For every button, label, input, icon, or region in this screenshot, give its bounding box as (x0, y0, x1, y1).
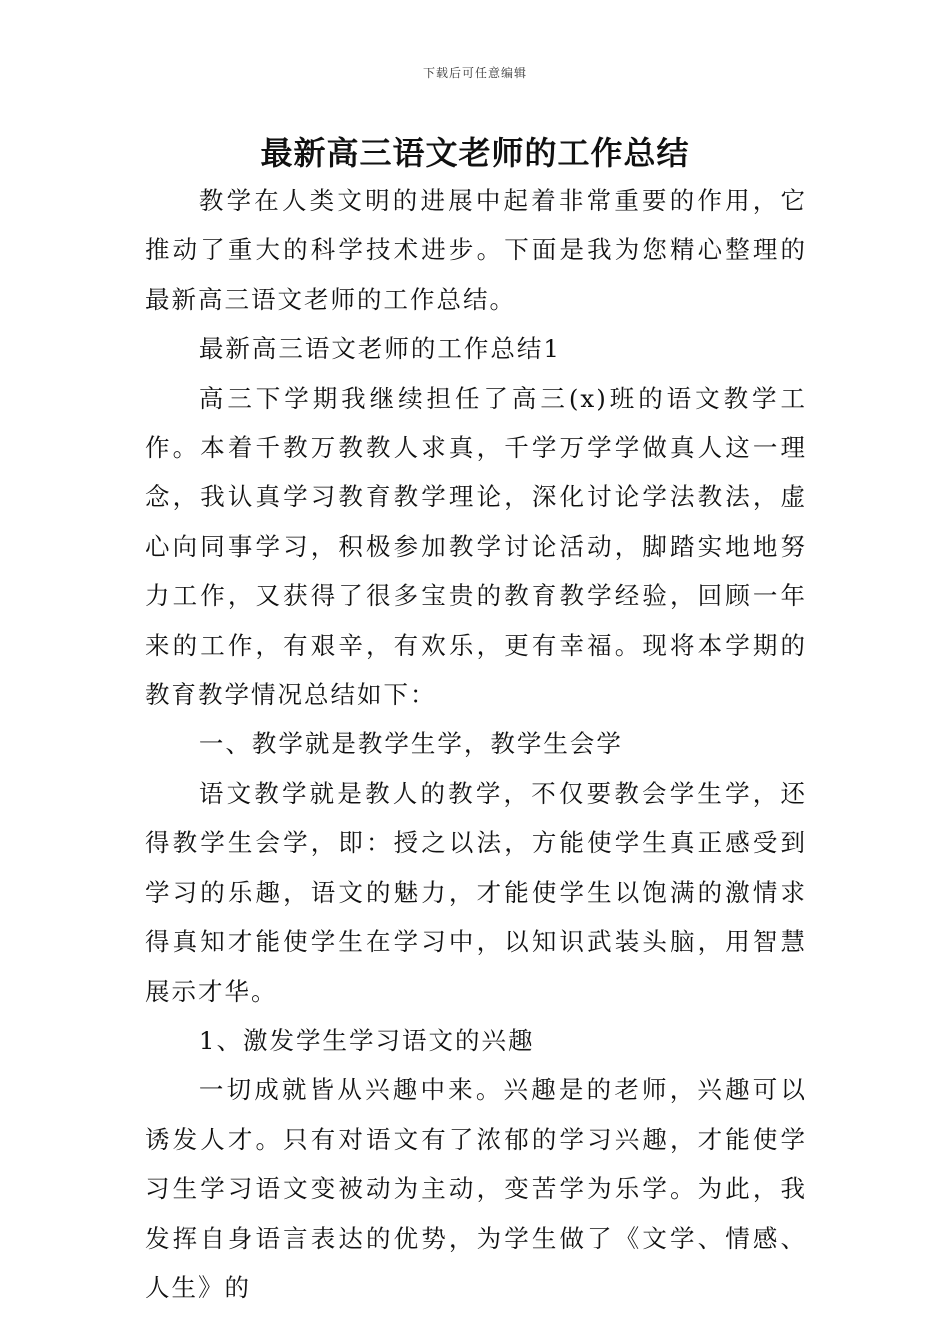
body-paragraph: 一切成就皆从兴趣中来。兴趣是的老师，兴趣可以诱发人才。只有对语文有了浓郁的学习兴趣，才能使学习生学习语文变被动为主动，变苦学为乐学。为此，我发挥自身语言表达的优势，为学生做了《文学、情感、人生》的 (145, 1075, 807, 1302)
document-title: 最新高三语文老师的工作总结 (260, 134, 690, 172)
body-paragraph: 语文教学就是教人的教学，不仅要教会学生学，还得教学生会学，即：授之以法，方能使学生真正感受到学习的乐趣，语文的魅力，才能使学生以饱满的激情求得真知才能使学生在学习中，以知识武装头脑，用智慧展示才华。 (145, 778, 807, 1006)
subheading: 一、教学就是教学生学，教学生会学 (198, 729, 623, 759)
body-paragraph: 高三下学期我继续担任了高三(x)班的语文教学工作。本着千教万教教人求真，千学万学学做真人这一理念，我认真学习教育教学理论，深化讨论学法教法，虚心向同事学习，积极参加教学讨论活动，脚踏实地地努力工作，又获得了很多宝贵的教育教学经验，回顾一年来的工作，有艰辛，有欢乐，更有幸福。现将本学期的教育教学情况总结如下： (145, 383, 807, 710)
intro-paragraph: 教学在人类文明的进展中起着非常重要的作用，它推动了重大的科学技术进步。下面是我为您精心整理的最新高三语文老师的工作总结。 (145, 186, 807, 314)
document-body (145, 176, 807, 1312)
header-note: 下载后可任意编辑 (422, 66, 527, 80)
subheading: 1、激发学生学习语文的兴趣 (198, 1025, 535, 1055)
section-heading: 最新高三语文老师的工作总结1 (198, 334, 561, 364)
